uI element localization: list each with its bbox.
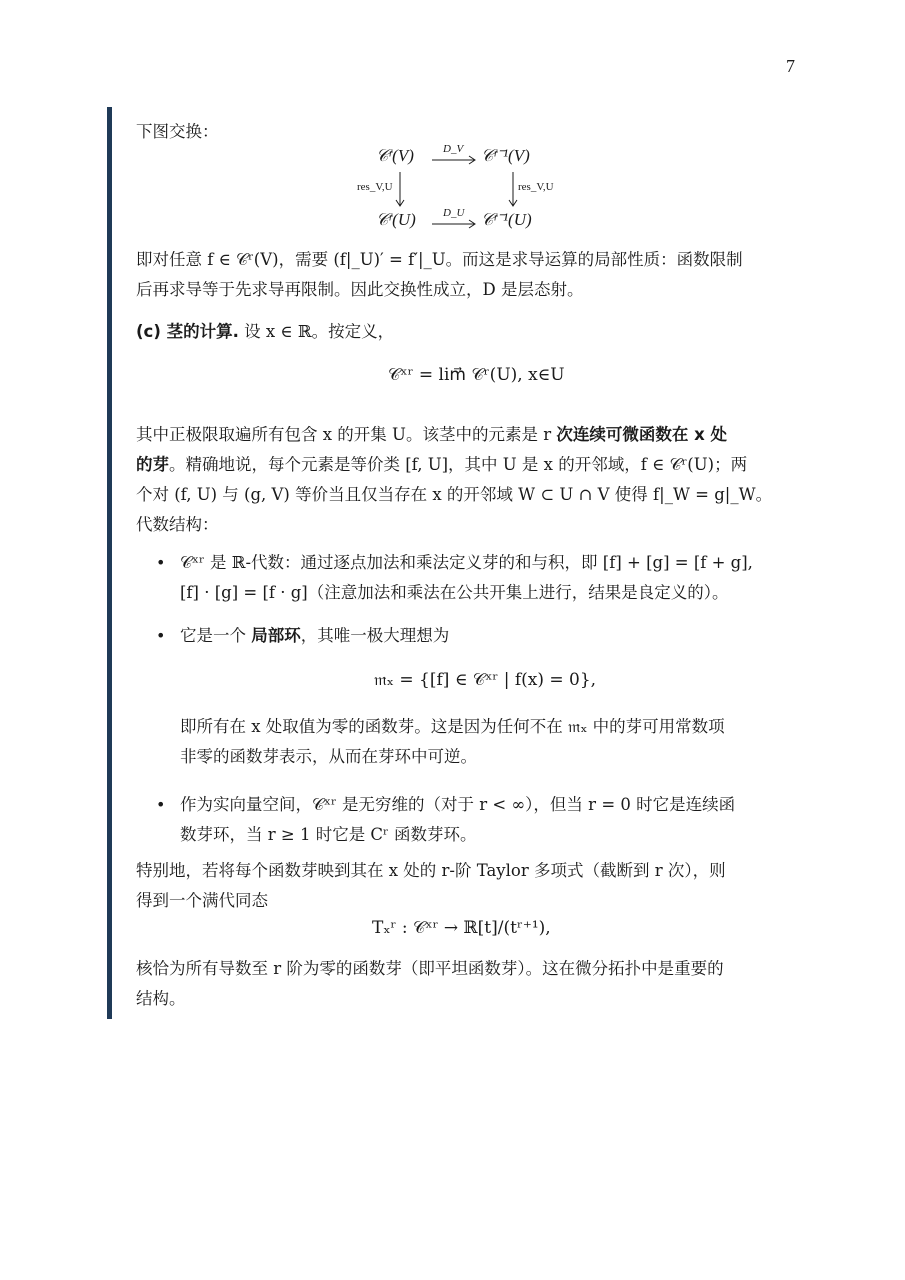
text-line: 非零的函数芽表示，从而在芽环中可逆。 [180,747,477,766]
paragraph-stalk [136,420,780,540]
bullet-dot: • [156,626,166,645]
text-line: 作为实向量空间，𝒞ˣʳ 是无穷维的（对于 r < ∞），但当 r = 0 时它是连续函 [180,795,736,814]
text-line: 即所有在 x 处取值为零的函数芽。这是因为任何不在 𝔪ₓ 中的芽可用常数项 [180,717,725,736]
diagram-label-bottom: D_U [443,207,465,219]
arrow-bottom-head [469,220,475,228]
paragraph-after-diagram [136,245,780,305]
text-line: 代数结构： [136,515,219,534]
section-c [136,317,394,347]
text-line: 其中正极限取遍所有包含 x 的开集 U。该茎中的元素是 r [136,425,557,444]
text-line: 特别地，若将每个函数芽映到其在 x 处的 r-阶 Taylor 多项式（截断到 r 次），则 [136,861,726,880]
bullet-item-2-cont [180,712,780,772]
text-line: 。精确地说，每个元素是等价类 [f, U]，其中 U 是 x 的开邻域，f ∈ 𝒞ʳ(U)；两 [169,455,748,474]
emphasis-text: 局部环 [251,626,301,645]
text-line: 它是一个 [180,626,252,645]
text-line: 结构。 [136,989,186,1008]
text-line: [f] · [g] = [f · g]（注意加法和乘法在公共开集上进行，结果是良定义的）。 [180,583,729,602]
diagram-top-left: 𝒞ʳ(V) [376,146,414,165]
emphasis-text: 的芽 [136,455,169,474]
bullet-dot: • [156,795,166,814]
diagram-bottom-right: 𝒞ʳ⁻¹(U) [481,210,532,229]
arrow-top-head [469,156,475,164]
paragraph-taylor [136,856,780,916]
arrow-left-head [396,200,404,206]
diagram-label-right: res_V,U [518,181,554,193]
emphasis-text: 次连续可微函数在 x 处 [556,425,727,444]
maximal-ideal-formula: 𝔪ₓ = {[f] ∈ 𝒞ˣʳ | f(x) = 0}, [374,670,597,690]
taylor-formula: Tₓʳ : 𝒞ˣʳ → ℝ[t]/(tʳ⁺¹), [372,918,551,938]
text-line: 数芽环，当 r ≥ 1 时它是 Cʳ 函数芽环。 [180,825,477,844]
bullet-item-1 [180,548,780,608]
text-line: ，其唯一极大理想为 [300,626,450,645]
diagram-label-top: D_V [443,143,464,155]
left-accent-bar [107,107,112,1019]
diagram-label-left: res_V,U [357,181,393,193]
diagram-top-right: 𝒞ʳ⁻¹(V) [481,146,530,165]
section-heading: (c) 茎的计算. [136,322,239,341]
page-number: 7 [786,56,795,76]
bullet-dot: • [156,553,166,572]
diagram-bottom-left: 𝒞ʳ(U) [376,210,416,229]
text-line: 即对任意 f ∈ 𝒞ʳ(V)，需要 (f|_U)′ = f′|_U。而这是求导运算的局部性质：函数限制 [136,250,743,269]
arrow-right-head [509,200,517,206]
section-text: 设 x ∈ ℝ。按定义， [244,322,395,341]
bullet-item-3 [180,790,780,850]
text-line: 核恰为所有导数至 r 阶为零的函数芽（即平坦函数芽）。这在微分拓扑中是重要的 [136,959,724,978]
text-line: 个对 (f, U) 与 (g, V) 等价当且仅当存在 x 的开邻域 W ⊂ U ∩ V 使得 f|_W = g|_W。 [136,485,773,504]
stalk-formula: 𝒞ˣʳ = lim⃗ 𝒞ʳ(U), x∈U [388,365,565,385]
bullet-item-2 [180,621,780,651]
intro-lead: 下图交换： [136,122,219,141]
paragraph-taylor-end [136,954,780,1014]
text-line: 得到一个满代同态 [136,891,268,910]
text-line: 𝒞ˣʳ 是 ℝ-代数：通过逐点加法和乘法定义芽的和与积，即 [f] + [g] = [f + g], [180,553,753,572]
text-line: 后再求导等于先求导再限制。因此交换性成立，D 是层态射。 [136,280,584,299]
